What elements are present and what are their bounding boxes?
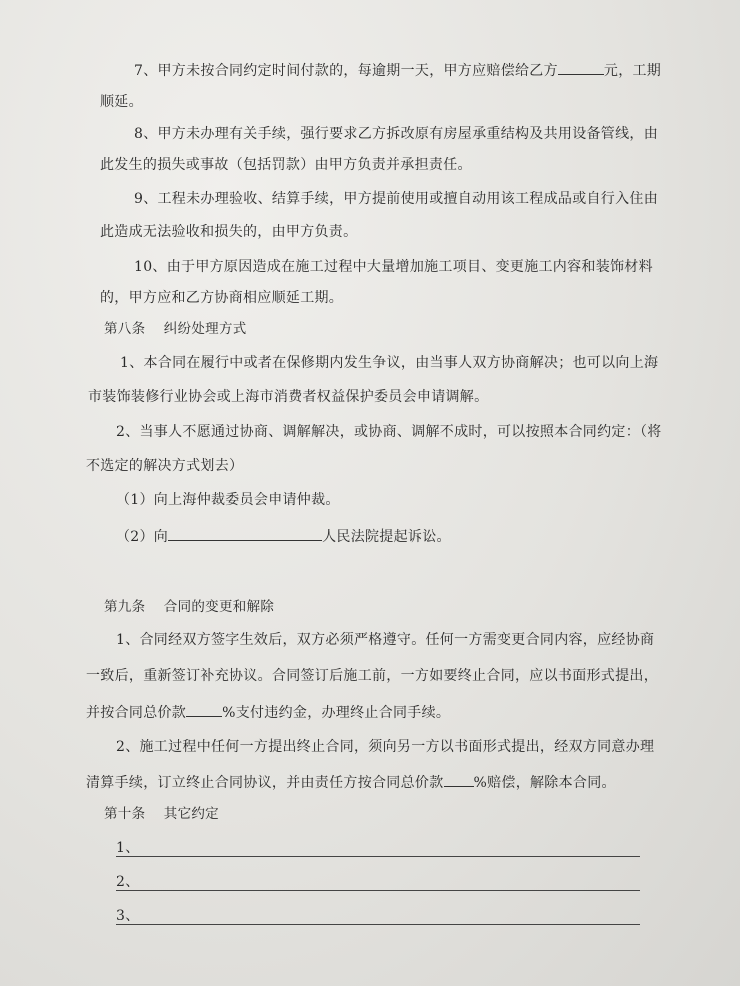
article10-title: 第十条 其它约定 xyxy=(104,806,219,822)
art8-item1-line2: 市装饰装修行业协会或上海市消费者权益保护委员会申请调解。 xyxy=(88,389,489,405)
other-agreement-1-line[interactable] xyxy=(116,855,640,857)
art9-item1-line3: 并按合同总价款 %支付违约金，办理终止合同手续。 xyxy=(86,702,450,723)
art8-option2: （2）向 人民法院提起诉讼。 xyxy=(116,526,451,547)
art8-item2-line2: 不选定的解决方式划去） xyxy=(86,458,244,474)
other-agreement-3-line[interactable] xyxy=(116,923,640,925)
compensation-percent-blank[interactable] xyxy=(444,772,474,787)
item8-line2: 此发生的损失或事故（包括罚款）由甲方负责并承担责任。 xyxy=(100,157,472,173)
item7-line1: 7、甲方未按合同约定时间付款的，每逾期一天，甲方应赔偿给乙方 元，工期 xyxy=(134,60,661,81)
item9-line1: 9、工程未办理验收、结算手续，甲方提前使用或擅自动用该工程成品或自行入住由 xyxy=(134,191,659,207)
item8-line1: 8、甲方未办理有关手续，强行要求乙方拆改原有房屋承重结构及共用设备管线，由 xyxy=(134,126,659,142)
other-agreement-1-label: 1、 xyxy=(116,840,140,856)
art9-item1-line1: 1、合同经双方签字生效后，双方必须严格遵守。任何一方需变更合同内容，应经协商 xyxy=(116,632,655,648)
art8-option1: （1）向上海仲裁委员会申请仲裁。 xyxy=(116,492,340,508)
art9-item1-line2: 一致后，重新签订补充协议。合同签订后施工前，一方如要终止合同，应以书面形式提出， xyxy=(86,668,658,684)
art8-item1-line1: 1、本合同在履行中或者在保修期内发生争议，由当事人双方协商解决；也可以向上海 xyxy=(120,355,659,371)
item10-line1: 10、由于甲方原因造成在施工过程中大量增加施工项目、变更施工内容和装饰材料 xyxy=(134,259,653,275)
item10-line2: 的，甲方应和乙方协商相应顺延工期。 xyxy=(100,290,344,306)
penalty-percent-blank[interactable] xyxy=(186,702,222,717)
other-agreement-2-line[interactable] xyxy=(116,889,640,891)
item9-line2: 此造成无法验收和损失的，由甲方负责。 xyxy=(100,224,358,240)
article9-title: 第九条 合同的变更和解除 xyxy=(104,599,275,615)
art8-item2-line1: 2、当事人不愿通过协商、调解解决，或协商、调解不成时，可以按照本合同约定：（将 xyxy=(116,424,662,440)
other-agreement-2-label: 2、 xyxy=(116,874,140,890)
compensation-amount-blank[interactable] xyxy=(558,60,604,75)
article8-title: 第八条 纠纷处理方式 xyxy=(104,321,247,337)
other-agreement-3-label: 3、 xyxy=(116,908,140,924)
art9-item2-line1: 2、施工过程中任何一方提出终止合同，须向另一方以书面形式提出，经双方同意办理 xyxy=(116,739,655,755)
court-name-blank[interactable] xyxy=(168,526,322,541)
item7-line2: 顺延。 xyxy=(100,94,143,110)
art9-item2-line2: 清算手续，订立终止合同协议，并由责任方按合同总价款 %赔偿，解除本合同。 xyxy=(86,772,616,793)
